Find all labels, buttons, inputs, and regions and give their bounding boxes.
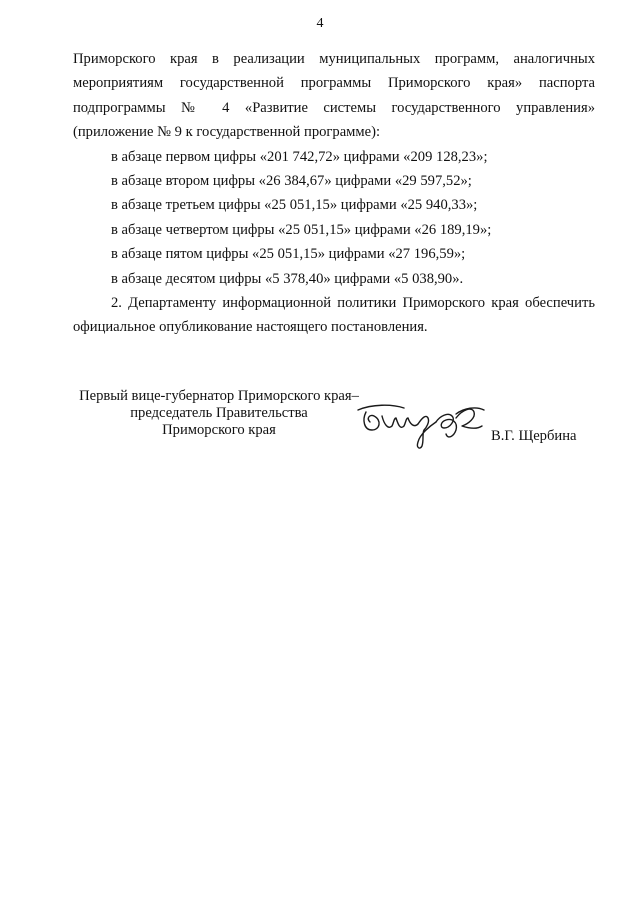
amendment-item-4: в абзаце четвертом цифры «25 051,15» цифрами «26 189,19»;: [111, 221, 492, 238]
signature-block: [0, 388, 640, 468]
amendment-item-2: в абзаце втором цифры «26 384,67» цифрами «29 597,52»;: [111, 173, 472, 190]
signer-title-line-2: председатель Правительства: [130, 405, 308, 421]
amendment-item-1: в абзаце первом цифры «201 742,72» цифрами «209 128,23»;: [111, 148, 488, 165]
signer-title-line-3: Приморского края: [162, 422, 276, 438]
publication-paragraph: 2. Департаменту информационной политики Приморского края обеспечить официальное опубликование настоящего постановления.: [73, 295, 595, 336]
signer-title: [73, 388, 365, 439]
amendment-item-3: в абзаце третьем цифры «25 051,15» цифрами «25 940,33»;: [111, 197, 478, 214]
page-number: 4: [316, 16, 324, 31]
document-body: [73, 47, 595, 340]
signer-title-line-1: Первый вице-губернатор Приморского края–: [79, 388, 359, 404]
amendment-item-5: в абзаце пятом цифры «25 051,15» цифрами «27 196,59»;: [111, 246, 466, 263]
intro-paragraph: Приморского края в реализации муниципальных программ, аналогичных мероприятиям государственной программы Приморского края» паспорта подпрограммы № 4 «Развитие системы государственного управления» (приложение № 9 к государственной программе):: [73, 51, 595, 141]
handwritten-signature: [352, 396, 492, 452]
signer-name: В.Г. Щербина: [491, 428, 577, 444]
amendment-item-6: в абзаце десятом цифры «5 378,40» цифрами «5 038,90».: [111, 270, 464, 287]
